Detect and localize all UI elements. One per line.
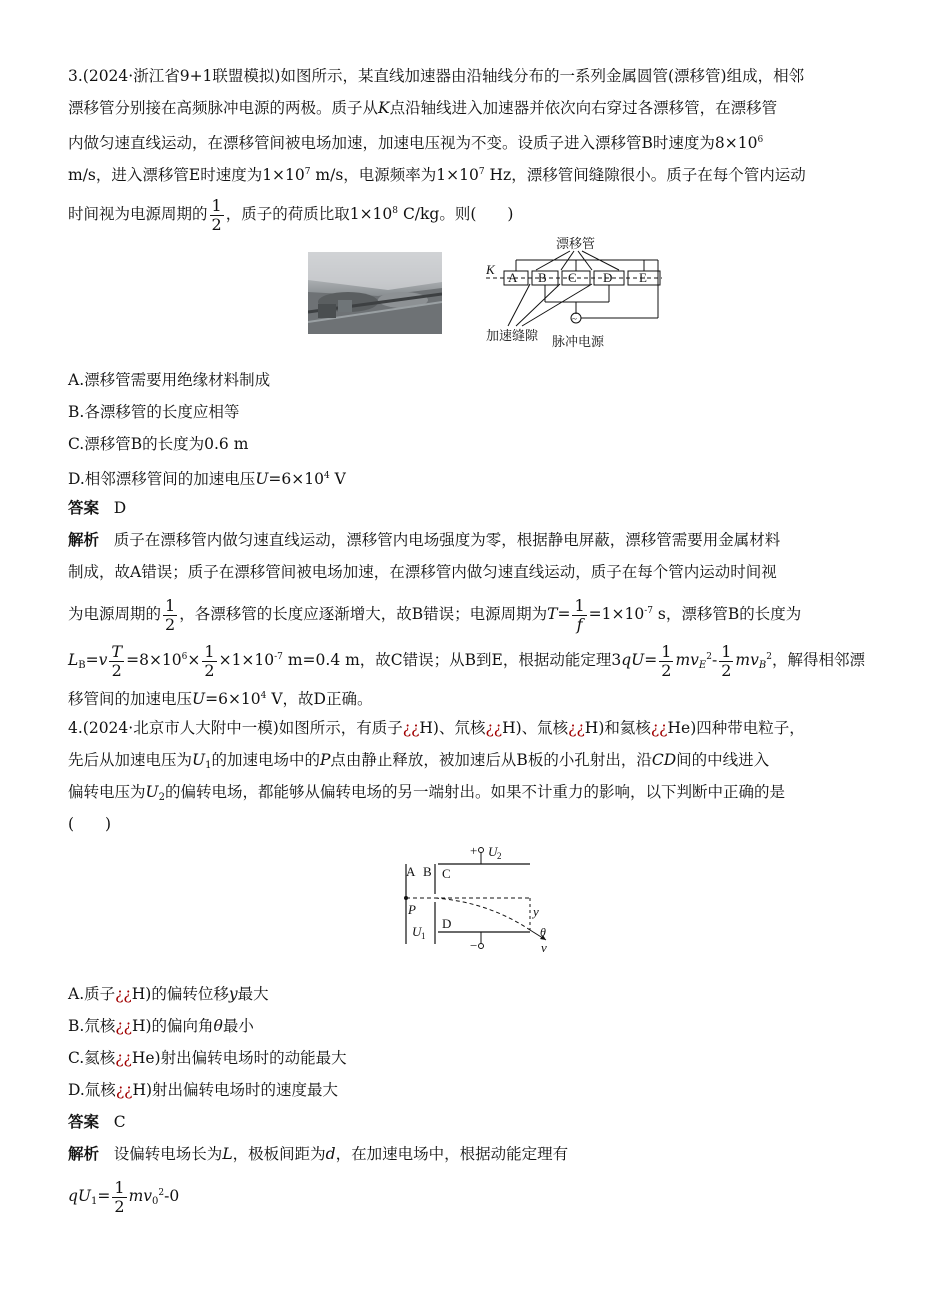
q4-stem-line-2: 先后从加速电压为$U_1$的加速电场中的P点由静止释放，被加速后从B板的小孔射出，沿CD间的中线进入 — [68, 751, 770, 771]
q3-stem-line-2: 漂移管分别接在高频脉冲电源的两极。质子从K点沿轴线进入加速器并依次向右穿过各漂移管，在漂移管 — [68, 99, 778, 117]
q3-figure — [68, 234, 884, 364]
label-P: P — [408, 902, 416, 917]
q4-stem-line-4: ( ) — [68, 815, 112, 833]
label-v: v — [541, 940, 547, 955]
label-gap: 加速缝隙 — [486, 329, 539, 344]
svg-text:2: 2 — [497, 851, 502, 861]
q3-analysis-line-4: $L_B=v$ $\frac{T}{2}$ $=8\times 10^6\times$ $\frac{1}{2}$ $\times 1\times 10^{-7}$ m=0.4 m，故C错误；从B到E，根据动能定理3qU= $\frac{1}{2}$ $mv_E^2-$ $\frac{1}{2}$ $mv_B^2$，解得相邻漂 — [68, 641, 865, 680]
deflection-field-diagram — [398, 844, 568, 972]
q3-stem-line-3: 内做匀速直线运动，在漂移管间被电场加速，加速电压视为不变。设质子进入漂移管B时速度为$8\times 10^6$ — [68, 134, 764, 152]
q4-option-d: D.氚核¿¿H)射出偏转电场时的速度最大 — [68, 1081, 339, 1099]
q3-option-b: B.各漂移管的长度应相等 — [68, 403, 240, 421]
label-y: y — [533, 904, 539, 919]
tube-E: E — [639, 270, 647, 285]
label-theta: θ — [540, 925, 546, 939]
tube-A: A — [508, 270, 518, 285]
q4-analysis-line-2: $qU_1=$ $\frac{1}{2}$ $mv_0^2-0$ — [68, 1177, 180, 1216]
q4-option-c: C.氦核¿¿He)射出偏转电场时的动能最大 — [68, 1049, 347, 1067]
plate-A: A — [406, 864, 416, 879]
q4-option-a: A.质子¿¿H)的偏转位移y最大 — [68, 985, 269, 1003]
label-K: K — [486, 262, 495, 277]
q4-answer: 答案 C — [68, 1113, 126, 1131]
fraction-half: $\frac{1}{2}$ — [211, 195, 222, 234]
q4-analysis-line-1: 解析 设偏转电场长为L，极板间距为d，在加速电场中，根据动能定理有 — [68, 1145, 569, 1163]
plate-B: B — [423, 864, 432, 879]
q3-analysis-line-5: 移管间的加速电压$U=6\times 10^4$ V，故D正确。 — [68, 690, 373, 708]
q4-stem-line-1: 4.(2024·北京市人大附中一模)如图所示，有质子¿¿H)、氘核¿¿H)、氚核¿¿H)和氦核¿¿He)四种带电粒子， — [68, 719, 805, 737]
q3-stem-line-1: 3.(2024·浙江省9+1联盟模拟)如图所示，某直线加速器由沿轴线分布的一系列金属圆管(漂移管)组成，相邻 — [68, 67, 805, 85]
q3-analysis-line-1: 解析 质子在漂移管内做匀速直线运动，漂移管内电场强度为零，根据静电屏蔽，漂移管需要用金属材料 — [68, 531, 781, 549]
accelerator-photo — [308, 252, 442, 334]
q3-stem-line-5: 时间视为电源周期的 $\frac{1}{2}$ ，质子的荷质比取$1\times 10^8$ C/kg。则( ) — [68, 195, 514, 234]
q3-analysis-line-3: 为电源周期的 $\frac{1}{2}$ ，各漂移管的长度应逐渐增大，故B错误；电源周期为T= $\frac{1}{f}$ $=1\times 10^{-7}$ s，漂移管B的长度为 — [68, 595, 802, 634]
tube-D: D — [603, 270, 613, 285]
svg-text:1: 1 — [421, 931, 426, 941]
label-U1: U — [412, 924, 422, 939]
q3-option-c: C.漂移管B的长度为0.6 m — [68, 435, 249, 453]
plus-sign: + — [470, 844, 478, 858]
tube-B: B — [538, 270, 547, 285]
q4-option-b: B.氘核¿¿H)的偏向角θ最小 — [68, 1017, 254, 1035]
document-page — [68, 60, 884, 1216]
q3-stem-line-4: m/s，进入漂移管E时速度为$1\times 10^7$ m/s，电源频率为$1\times 10^7$ Hz，漂移管间缝隙很小。质子在每个管内运动 — [68, 166, 806, 184]
minus-sign: − — [470, 938, 478, 953]
plate-D: D — [442, 916, 452, 931]
label-U2: U — [488, 844, 498, 859]
q4-stem-line-3: 偏转电压为$U_2$的偏转电场，都能够从偏转电场的另一端射出。如果不计重力的影响，以下判断中正确的是 — [68, 783, 785, 803]
plate-C: C — [442, 866, 451, 881]
q3-option-a: A.漂移管需要用绝缘材料制成 — [68, 371, 271, 389]
q4-figure — [68, 840, 884, 978]
drift-tube-diagram — [486, 234, 662, 356]
label-pulse-source: 脉冲电源 — [552, 335, 605, 350]
tube-C: C — [568, 270, 577, 285]
source-symbol: ~ — [572, 314, 577, 324]
q3-option-d: D.相邻漂移管间的加速电压$U=6\times 10^4$ V — [68, 470, 346, 488]
label-drift-tube: 漂移管 — [556, 237, 596, 252]
q3-answer: 答案 D — [68, 499, 127, 517]
q3-analysis-line-2: 制成，故A错误；质子在漂移管间被电场加速，在漂移管内做匀速直线运动，质子在每个管内运动时间视 — [68, 563, 777, 581]
